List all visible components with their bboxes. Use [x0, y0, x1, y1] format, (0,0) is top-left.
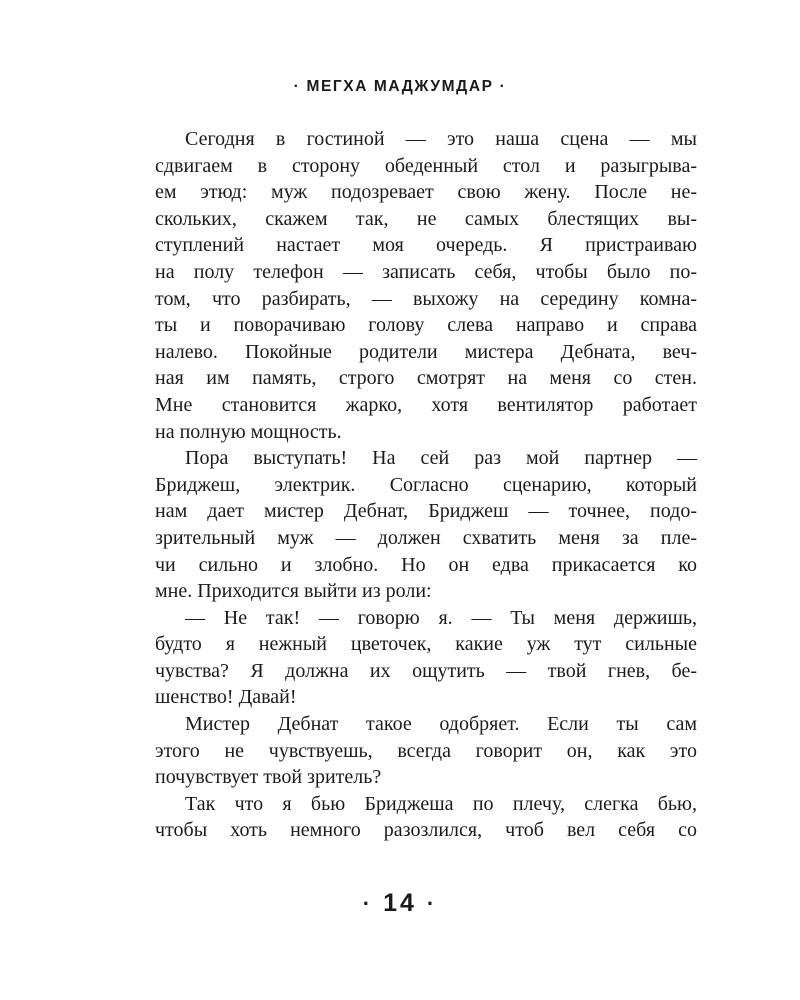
text-line: будто я нежный цветочек, какие уж тут сильные: [155, 633, 697, 656]
text-line: Мистер Дебнат такое одобряет. Если ты сам: [185, 713, 697, 736]
text-line: почувствует твой зритель?: [155, 766, 382, 789]
text-line: этого не чувствуешь, всегда говорит он, как это: [155, 739, 697, 762]
text-line: том, что разбирать, — выхожу на середину комна-: [155, 287, 697, 310]
author-name: МЕГХА МАДЖУМДАР: [306, 78, 494, 95]
text-line: Мне становится жарко, хотя вентилятор работает: [155, 393, 697, 416]
text-line: Так что я бью Бриджеша по плечу, слегка бью,: [185, 792, 697, 815]
text-line: зрительный муж — должен схватить меня за пле-: [155, 526, 697, 549]
text-line: шенство! Давай!: [155, 686, 297, 709]
text-line: Сегодня в гостиной — это наша сцена — мы: [185, 128, 697, 150]
header-dot-left: ·: [293, 78, 301, 95]
text-line: чтобы хоть немного разозлился, чтоб вел себя со: [155, 819, 697, 842]
text-line: мне. Приходится выйти из роли:: [155, 580, 432, 603]
footer-dot-right: ·: [426, 891, 438, 916]
page-number-footer: [0, 888, 800, 919]
text-line: ем этюд: муж подозревает свою жену. После не-: [155, 181, 697, 204]
text-line: ступлений настает моя очередь. Я пристраиваю: [155, 234, 697, 257]
text-line: на полу телефон — записать себя, чтобы было по-: [155, 260, 697, 283]
text-line: на полную мощность.: [155, 420, 342, 443]
text-line: Бриджеш, электрик. Согласно сценарию, который: [155, 473, 697, 496]
text-line: ты и поворачиваю голову слева направо и справа: [155, 314, 697, 337]
header-dot-right: ·: [499, 78, 507, 95]
footer-dot-left: ·: [362, 891, 374, 916]
text-line: чувства? Я должна их ощутить — твой гнев, бе-: [155, 659, 697, 682]
text-line: чи сильно и злобно. Но он едва прикасается ко: [155, 553, 697, 576]
text-line: налево. Покойные родители мистера Дебната, веч-: [155, 340, 697, 363]
text-line: нам дает мистер Дебнат, Бриджеш — точнее, подо-: [155, 500, 697, 523]
body-text: [155, 126, 697, 844]
text-line: Пора выступать! На сей раз мой партнер —: [185, 447, 697, 470]
page-number: 14: [383, 889, 417, 917]
text-line: — Не так! — говорю я. — Ты меня держишь,: [185, 606, 697, 629]
running-head: [0, 78, 800, 96]
text-line: скольких, скажем так, не самых блестящих вы-: [155, 207, 697, 230]
text-line: ная им память, строго смотрят на меня со стен.: [155, 367, 697, 390]
text-line: сдвигаем в сторону обеденный стол и разыгрыва-: [155, 154, 697, 177]
